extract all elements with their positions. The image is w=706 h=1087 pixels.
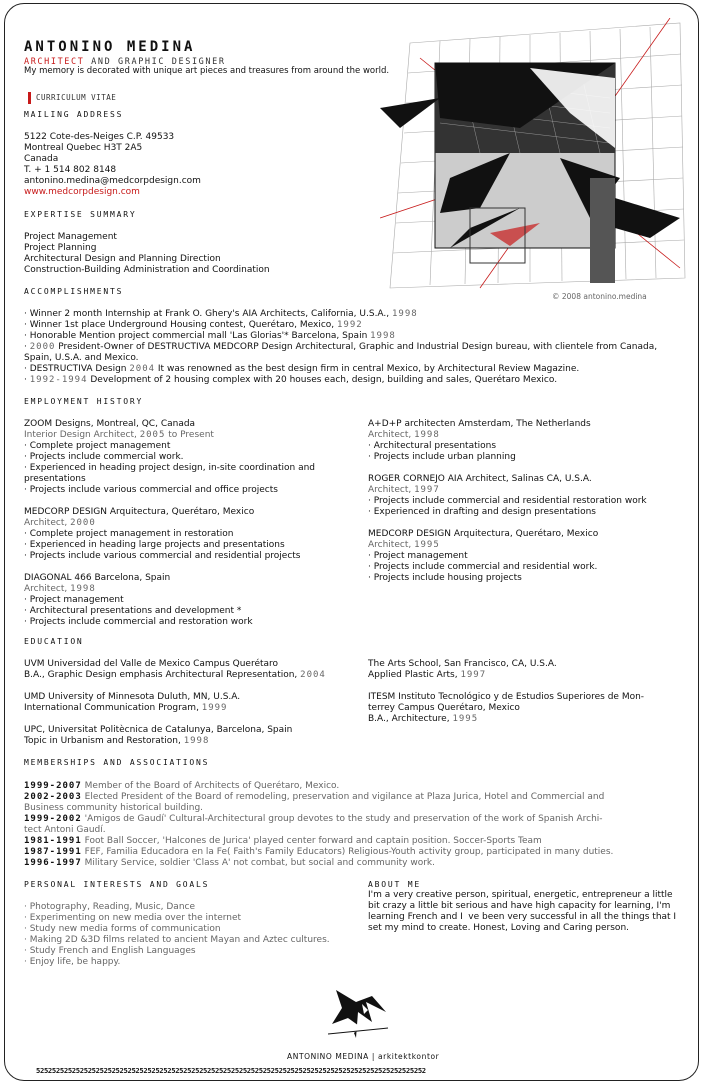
interest-item: · Study new media forms of communication (24, 924, 221, 934)
footer-brand: ANTONINO MEDINA | arkitektkontor (287, 1052, 440, 1061)
job-role: Architect, 1997 (368, 485, 440, 495)
website-link[interactable]: www.medcorpdesign.com (24, 187, 140, 197)
job-item: · Projects include housing projects (368, 573, 522, 583)
job-item: · Project management (24, 595, 124, 605)
school-org: UMD University of Minnesota Duluth, MN, U.S.A. (24, 692, 241, 702)
membership-item: 2002-2003 Elected President of the Board of remodeling, preservation and vigilance at Plaza Jurica, Hotel and Commercial and (24, 792, 605, 802)
expertise-heading: EXPERTISE SUMMARY (24, 210, 137, 219)
expertise-item: Project Management (24, 232, 117, 242)
job-org: ROGER CORNEJO AIA Architect, Salinas CA, U.S.A. (368, 474, 592, 484)
job-item: · Experienced in drafting and design presentations (368, 507, 596, 517)
membership-item: tect Antoni Gaudí. (24, 825, 106, 835)
memberships-heading: MEMBERSHIPS AND ASSOCIATIONS (24, 758, 210, 767)
membership-item: 1999-2007 Member of the Board of Architects of Querétaro, Mexico. (24, 781, 340, 791)
role-rest: AND GRAPHIC DESIGNER (84, 57, 226, 67)
mailing-heading: MAILING ADDRESS (24, 110, 124, 119)
school-degree: Applied Plastic Arts, 1997 (368, 670, 487, 680)
email-link[interactable]: antonino.medina@medcorpdesign.com (24, 176, 201, 186)
expertise-item: Project Planning (24, 243, 97, 253)
accomplishment-item: · Winner 1st place Underground Housing contest, Querétaro, Mexico, 1992 (24, 320, 363, 330)
membership-item: 1981-1991 Foot Ball Soccer, 'Halcones de Jurica' played center forward and captain position. Soccer-Sports Team (24, 836, 542, 846)
membership-item: 1987-1991 FEF, Familia Educadora en la Fe( Faith's Family Educators) Religious-Youth activity group, participated in many duties. (24, 847, 614, 857)
accomplishment-item: · 1992-1994 Development of 2 housing complex with 20 houses each, design, building and sales, Querétaro Mexico. (24, 375, 558, 385)
expertise-item: Architectural Design and Planning Direction (24, 254, 221, 264)
cv-marker (28, 92, 31, 104)
accomplishments-heading: ACCOMPLISHMENTS (24, 287, 124, 296)
job-role: Interior Design Architect, 2005 to Present (24, 430, 214, 440)
interests-heading: PERSONAL INTERESTS AND GOALS (24, 880, 210, 889)
about-text: I'm a very creative person, spiritual, energetic, entrepreneur a little bit crazy a little bit serious and have high capacity for learning, I'm learning French and Ive been very successful in all the things that I set my mind to create. Honest, Loving and Caring person. (368, 890, 677, 933)
architecture-artwork (380, 18, 690, 310)
job-item: · Experienced in heading project design, in-site coordination and (24, 463, 316, 473)
cv-label: CURRICULUM VITAE (36, 93, 117, 102)
page-title: ANTONINO MEDINA (24, 39, 196, 55)
footer-pattern: 52525252525252525252525252525252525252525252525252525252525252525252525252525252525252525252525252 (36, 1066, 426, 1075)
mailing-line: Montreal Quebec H3T 2A5 (24, 143, 143, 153)
accomplishment-item: · 2000 President-Owner of DESTRUCTIVA MEDCORP Design Architectural, Graphic and Industrial Design bureau, with clientele from Canada, Spain, U.S.A. and Mexico. (24, 342, 658, 363)
artwork-credit: © 2008 antonino.medina (552, 292, 647, 301)
school-degree: B.A., Architecture, 1995 (368, 714, 479, 724)
school-org: ITESM Instituto Tecnológico y de Estudios Superiores de Mon- (368, 692, 645, 702)
job-org: A+D+P architecten Amsterdam, The Netherlands (368, 419, 591, 429)
job-role: Architect, 2000 (24, 518, 96, 528)
job-item: · Complete project management (24, 441, 171, 451)
interest-item: · Making 2D &3D films related to ancient Mayan and Aztec cultures. (24, 935, 330, 945)
school-degree: International Communication Program, 1999 (24, 703, 228, 713)
logo-icon (328, 988, 390, 1046)
school-org: UVM Universidad del Valle de Mexico Campus Querétaro (24, 659, 279, 669)
membership-item: 1999-2002 'Amigos de Gaudí' Cultural-Architectural group devotes to the study and preservation of the work of Spanish Archi- (24, 814, 603, 824)
job-item: · Projects include commercial and restoration work (24, 617, 253, 627)
mailing-line: T. + 1 514 802 8148 (24, 165, 117, 175)
education-heading: EDUCATION (24, 637, 84, 646)
employment-heading: EMPLOYMENT HISTORY (24, 397, 144, 406)
interest-item: · Study French and English Languages (24, 946, 196, 956)
interest-item: · Experimenting on new media over the internet (24, 913, 242, 923)
interest-item: · Enjoy life, be happy. (24, 957, 121, 967)
job-role: Architect, 1998 (24, 584, 96, 594)
expertise-item: Construction-Building Administration and Coordination (24, 265, 270, 275)
job-org: DIAGONAL 466 Barcelona, Spain (24, 573, 171, 583)
job-item: · Project management (368, 551, 468, 561)
school-org: UPC, Universitat Politècnica de Catalunya, Barcelona, Spain (24, 725, 293, 735)
school-org: The Arts School, San Francisco, CA, U.S.A. (368, 659, 557, 669)
school-degree: Topic in Urbanism and Restoration, 1998 (24, 736, 210, 746)
job-item: presentations (24, 474, 86, 484)
job-item: · Projects include various commercial and office projects (24, 485, 278, 495)
accomplishment-item: · DESTRUCTIVA Design 2004 It was renowned as the best design firm in central Mexico, by Architectural Review Magazine. (24, 364, 580, 374)
job-org: MEDCORP DESIGN Arquitectura, Querétaro, Mexico (368, 529, 599, 539)
job-role: Architect, 1998 (368, 430, 440, 440)
job-item: · Projects include urban planning (368, 452, 516, 462)
job-org: MEDCORP DESIGN Arquitectura, Querétaro, Mexico (24, 507, 255, 517)
membership-item: Business community historical building. (24, 803, 204, 813)
tagline: My memory is decorated with unique art pieces and treasures from around the world. (24, 66, 390, 76)
accomplishment-item: · Honorable Mention project commercial mall 'Las Glorias'* Barcelona, Spain 1998 (24, 331, 396, 341)
job-item: · Projects include commercial and residential work. (368, 562, 598, 572)
job-item: · Projects include various commercial and residential projects (24, 551, 301, 561)
job-item: · Complete project management in restoration (24, 529, 234, 539)
accomplishment-item: · Winner 2 month Internship at Frank O. Ghery's AIA Architects, California, U.S.A., 1998 (24, 309, 418, 319)
mailing-line: Canada (24, 154, 59, 164)
school-org: terrey Campus Querétaro, Mexico (368, 703, 520, 713)
job-item: · Architectural presentations and development * (24, 606, 242, 616)
job-item: · Projects include commercial work. (24, 452, 184, 462)
school-degree: B.A., Graphic Design emphasis Architectural Representation, 2004 (24, 670, 326, 680)
membership-item: 1996-1997 Military Service, soldier 'Class A' not combat, but social and community work. (24, 858, 436, 868)
job-org: ZOOM Designs, Montreal, QC, Canada (24, 419, 196, 429)
job-role: Architect, 1995 (368, 540, 440, 550)
job-item: · Projects include commercial and residential restoration work (368, 496, 647, 506)
role-accent: ARCHITECT (24, 57, 85, 67)
interest-item: · Photography, Reading, Music, Dance (24, 902, 196, 912)
mailing-line: 5122 Cote-des-Neiges C.P. 49533 (24, 132, 175, 142)
about-heading: ABOUT ME (368, 880, 421, 889)
job-item: · Architectural presentations (368, 441, 497, 451)
job-item: · Experienced in heading large projects and presentations (24, 540, 285, 550)
